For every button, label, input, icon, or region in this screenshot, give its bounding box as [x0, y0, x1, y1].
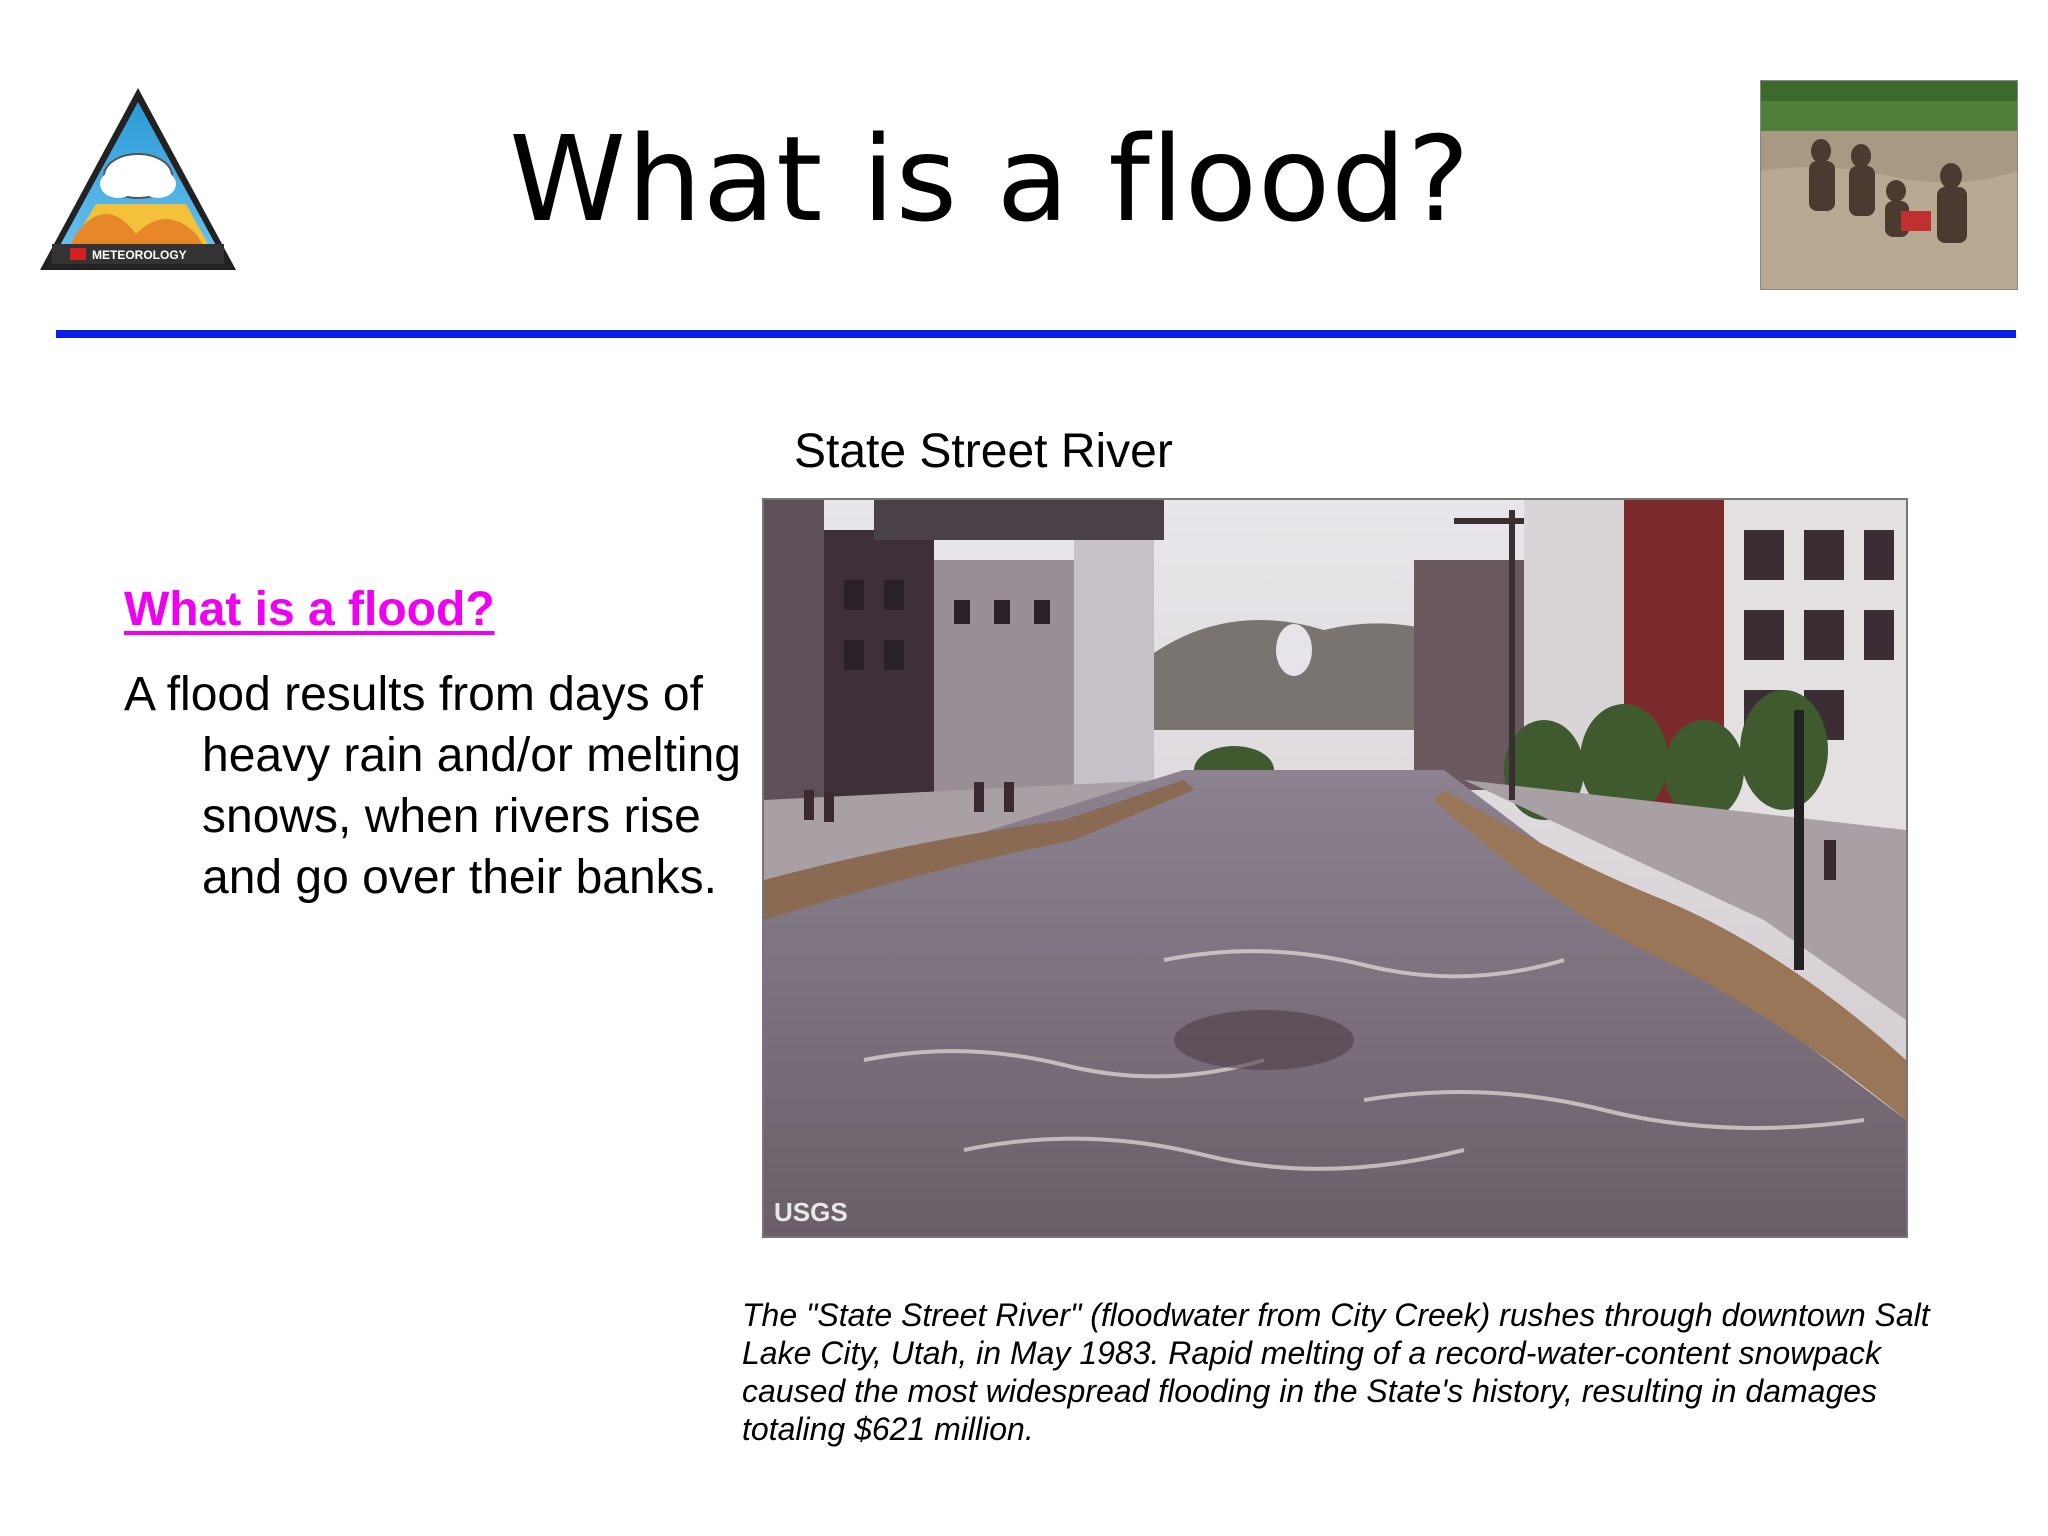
- logo-text: METEOROLOGY: [92, 248, 187, 262]
- page-title: What is a flood?: [509, 110, 1471, 248]
- photo-credit: USGS: [774, 1197, 848, 1227]
- photo-caption: The "State Street River" (floodwater from City Creek) rushes through downtown Salt Lake City, Utah, in May 1983. Rapid melting of a record-water-content snowpack caused the most widespread flooding in the State's history, resulting in damages totaling $621 million.: [742, 1297, 1930, 1447]
- state-street-river-photo: [762, 498, 1908, 1238]
- body-text: A flood results from days of heavy rain and/or melting snows, when rivers rise and go over their banks.: [124, 668, 741, 904]
- section-heading: What is a flood?: [124, 583, 495, 636]
- photo-title: State Street River: [794, 425, 1173, 478]
- header-divider: [56, 330, 2016, 338]
- flood-people-photo: [1760, 80, 2018, 290]
